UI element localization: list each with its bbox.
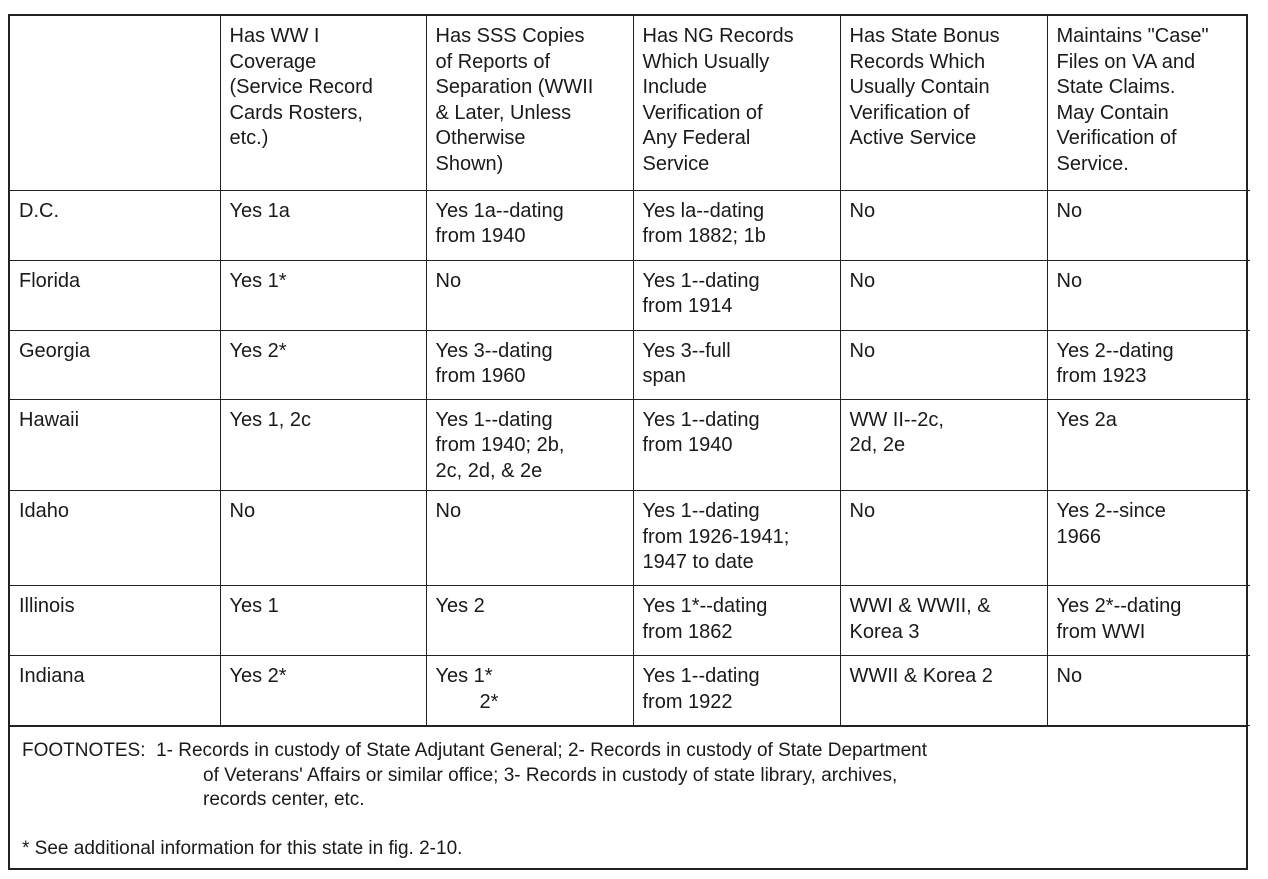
table-cell: Yes 1--dating from 1940 [633,399,840,491]
table-cell: Yes 1--dating from 1914 [633,260,840,330]
footnote-text-line-2: of Veterans' Affairs or similar office; 3- Records in custody of state library, archives, [203,764,898,786]
table-cell: No [220,491,426,586]
header-case-files: Maintains "Case" Files on VA and State Claims. May Contain Verification of Service. [1047,16,1250,190]
table-cell: Yes 1, 2c [220,399,426,491]
table-row [10,260,1250,330]
table-cell: No [1047,656,1250,726]
state-name-cell: D.C. [10,190,220,260]
table-cell: Yes 2--dating from 1923 [1047,330,1250,399]
table-cell: No [840,330,1047,399]
footnote-text-line-3: records center, etc. [203,789,365,810]
state-name-cell: Idaho [10,491,220,586]
state-records-table [10,16,1250,726]
table-cell: Yes 1a--dating from 1940 [426,190,633,260]
table-row [10,399,1250,491]
table-cell: Yes 3--full span [633,330,840,399]
table-header-row [10,16,1250,190]
table-cell: Yes 2 [426,586,633,656]
table-cell: Yes 1--dating from 1926-1941; 1947 to date [633,491,840,586]
header-sss-copies: Has SSS Copies of Reports of Separation (WWII & Later, Unless Otherwise Shown) [426,16,633,190]
table-row [10,330,1250,399]
table-cell: No [840,491,1047,586]
table-cell: Yes 1* [220,260,426,330]
header-state-bonus: Has State Bonus Records Which Usually Contain Verification of Active Service [840,16,1047,190]
table-cell: Yes 1a [220,190,426,260]
footnote-text-line-1: 1- Records in custody of State Adjutant General; 2- Records in custody of State Department [156,740,928,761]
state-name-cell: Illinois [10,586,220,656]
footnotes-section [10,726,1246,868]
state-name-cell: Indiana [10,656,220,726]
table-cell: No [426,260,633,330]
header-ww1-coverage: Has WW I Coverage (Service Record Cards Rosters, etc.) [220,16,426,190]
table-cell: Yes 1--dating from 1940; 2b, 2c, 2d, & 2e [426,399,633,491]
table-cell: Yes 2* [220,330,426,399]
records-table-sheet [8,14,1248,870]
table-cell: No [1047,190,1250,260]
table-cell: Yes 2*--dating from WWI [1047,586,1250,656]
state-name-cell: Florida [10,260,220,330]
table-cell: Yes 2--since 1966 [1047,491,1250,586]
header-cell-empty [10,16,220,190]
table-cell: WWII & Korea 2 [840,656,1047,726]
table-row [10,190,1250,260]
asterisk-note: * See additional information for this state in fig. 2-10. [22,837,463,859]
table-cell: Yes 2a [1047,399,1250,491]
header-ng-records: Has NG Records Which Usually Include Verification of Any Federal Service [633,16,840,190]
table-cell: No [840,260,1047,330]
footnotes-label: FOOTNOTES: [22,740,146,761]
table-row [10,586,1250,656]
state-name-cell: Hawaii [10,399,220,491]
table-cell: No [426,491,633,586]
table-row [10,656,1250,726]
table-cell: No [1047,260,1250,330]
table-cell: WWI & WWII, & Korea 3 [840,586,1047,656]
table-row [10,491,1250,586]
table-cell: Yes 3--dating from 1960 [426,330,633,399]
table-cell: Yes 1 [220,586,426,656]
table-cell: Yes la--dating from 1882; 1b [633,190,840,260]
state-name-cell: Georgia [10,330,220,399]
table-cell: Yes 1*--dating from 1862 [633,586,840,656]
table-cell: Yes 1--dating from 1922 [633,656,840,726]
table-cell: Yes 1* 2* [426,656,633,726]
table-cell: WW II--2c, 2d, 2e [840,399,1047,491]
table-cell: No [840,190,1047,260]
table-cell: Yes 2* [220,656,426,726]
footnotes-first-line [22,739,1236,764]
